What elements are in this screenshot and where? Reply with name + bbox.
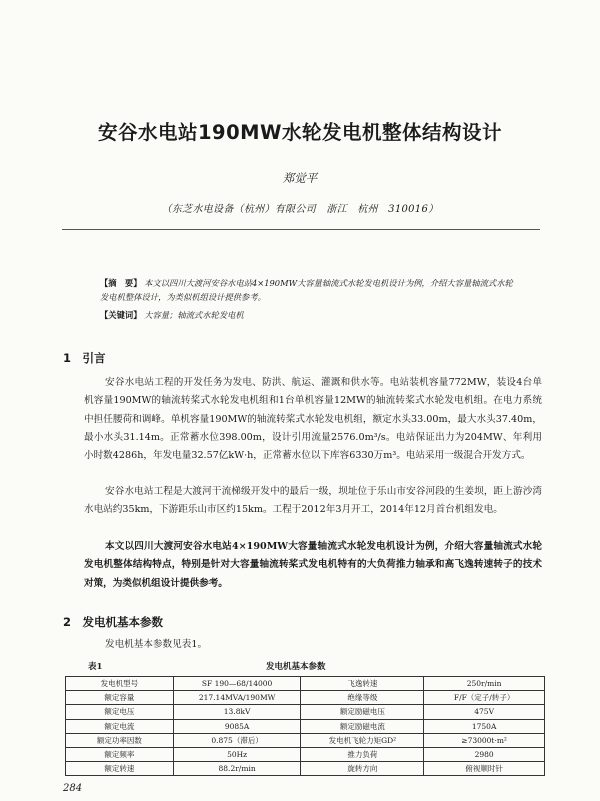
table-cell: 88.2r/min [173, 762, 301, 776]
table-cell: 额定转速 [66, 762, 174, 776]
section-1-paragraph-3: 本文以四川大渡河安谷水电站4×190MW大容量轴流式水轮发电机设计为例，介绍大容量轴流式水轮发电机整体结构特点，特别是针对大容量轴流转桨式发电机特有的大负荷推力轴承和高飞逸转速转子的技术对策，为类似机组设计提供参考。 [84, 541, 542, 589]
parameters-table [65, 676, 545, 776]
section-2-heading: 2 发电机基本参数 [63, 615, 164, 629]
table-cell: 飞逸转速 [301, 677, 424, 691]
table-cell: SF 190—68/14000 [173, 677, 301, 691]
table-cell: F/F（定子/转子） [424, 691, 545, 705]
table-cell: 250r/min [424, 677, 545, 691]
table-cell: 发电机飞轮力矩GD² [301, 733, 424, 747]
table-title: 发电机基本参数 [266, 662, 326, 672]
table-cell: 475V [424, 705, 545, 719]
table-cell: 额定励磁电压 [301, 705, 424, 719]
table-cell: 额定电压 [66, 705, 174, 719]
keywords-tag: 【关键词】 [100, 310, 142, 320]
table-cell: 俯视顺时针 [424, 762, 545, 776]
keywords [100, 308, 520, 322]
table-cell: 2980 [424, 747, 545, 761]
table-row [66, 677, 545, 691]
table-cell: 13.8kV [173, 705, 301, 719]
table-row [66, 747, 545, 761]
table-cell: 额定电流 [66, 719, 174, 733]
table-cell: ≥73000t·m² [424, 733, 545, 747]
top-rule [62, 229, 540, 230]
section-1-paragraph-1: 安谷水电站工程的开发任务为发电、防洪、航运、灌溉和供水等。电站装机容量772MW，装设4台单机容量190MW的轴流转桨式水轮发电机组和1台单机容量12MW的轴流转桨式水轮发电机组。在电力系统中担任腰荷和调峰。单机容量190MW的轴流转桨式水轮发电机组，额定水头33.00m，最大水头37.40m，最小水头31.14m。正常蓄水位398.00m，设计引用流量2576.0m³/s。电站保证出力为204MW、年利用小时数4286h，年发电量32.57亿kW·h，正常蓄水位以下库容6330万m³。电站采用一级混合开发方式。 [84, 377, 542, 462]
section-1-paragraph-2: 安谷水电站工程是大渡河干流梯级开发中的最后一级，坝址位于乐山市安谷河段的生姜坝，距上游沙湾水电站约35km，下游距乐山市区约15km。工程于2012年3月开工，2014年12月首台机组发电。 [84, 486, 542, 516]
author: 郑觉平 [282, 171, 318, 185]
keywords-text: 大容量；轴流式水轮发电机 [144, 310, 244, 320]
table-cell: 额定频率 [66, 747, 174, 761]
affiliation: （东芝水电设备（杭州）有限公司 浙江 杭州 310016） [161, 204, 439, 215]
table-row [66, 733, 545, 747]
table-cell: 额定容量 [66, 691, 174, 705]
abstract-text: 本文以四川大渡河安谷水电站4×190MW大容量轴流式水轮发电机设计为例，介绍大容量轴流式水轮发电机整体设计，为类似机组设计提供参考。 [100, 278, 513, 302]
table-cell: 217.14MVA/190MW [173, 691, 301, 705]
table-cell: 发电机型号 [66, 677, 174, 691]
table-cell: 9085A [173, 719, 301, 733]
table-row [66, 762, 545, 776]
table-cell: 1750A [424, 719, 545, 733]
table-cell: 额定功率因数 [66, 733, 174, 747]
paper-title: 安谷水电站190MW水轮发电机整体结构设计 [97, 121, 503, 144]
table-row [66, 691, 545, 705]
table-cell: 旋转方向 [301, 762, 424, 776]
table-cell: 额定励磁电流 [301, 719, 424, 733]
table-label: 表1 [88, 662, 103, 672]
table-cell: 绝缘等级 [301, 691, 424, 705]
abstract-tag: 【摘 要】 [100, 278, 142, 288]
table-cell: 推力负荷 [301, 747, 424, 761]
section-2-paragraph-1: 发电机基本参数见表1。 [105, 639, 208, 650]
section-1-heading: 1 引言 [63, 351, 106, 365]
table-cell: 50Hz [173, 747, 301, 761]
table-row [66, 705, 545, 719]
table-cell: 0.875（滞后） [173, 733, 301, 747]
abstract [100, 276, 520, 304]
table-row [66, 719, 545, 733]
page-number: 284 [63, 783, 83, 794]
